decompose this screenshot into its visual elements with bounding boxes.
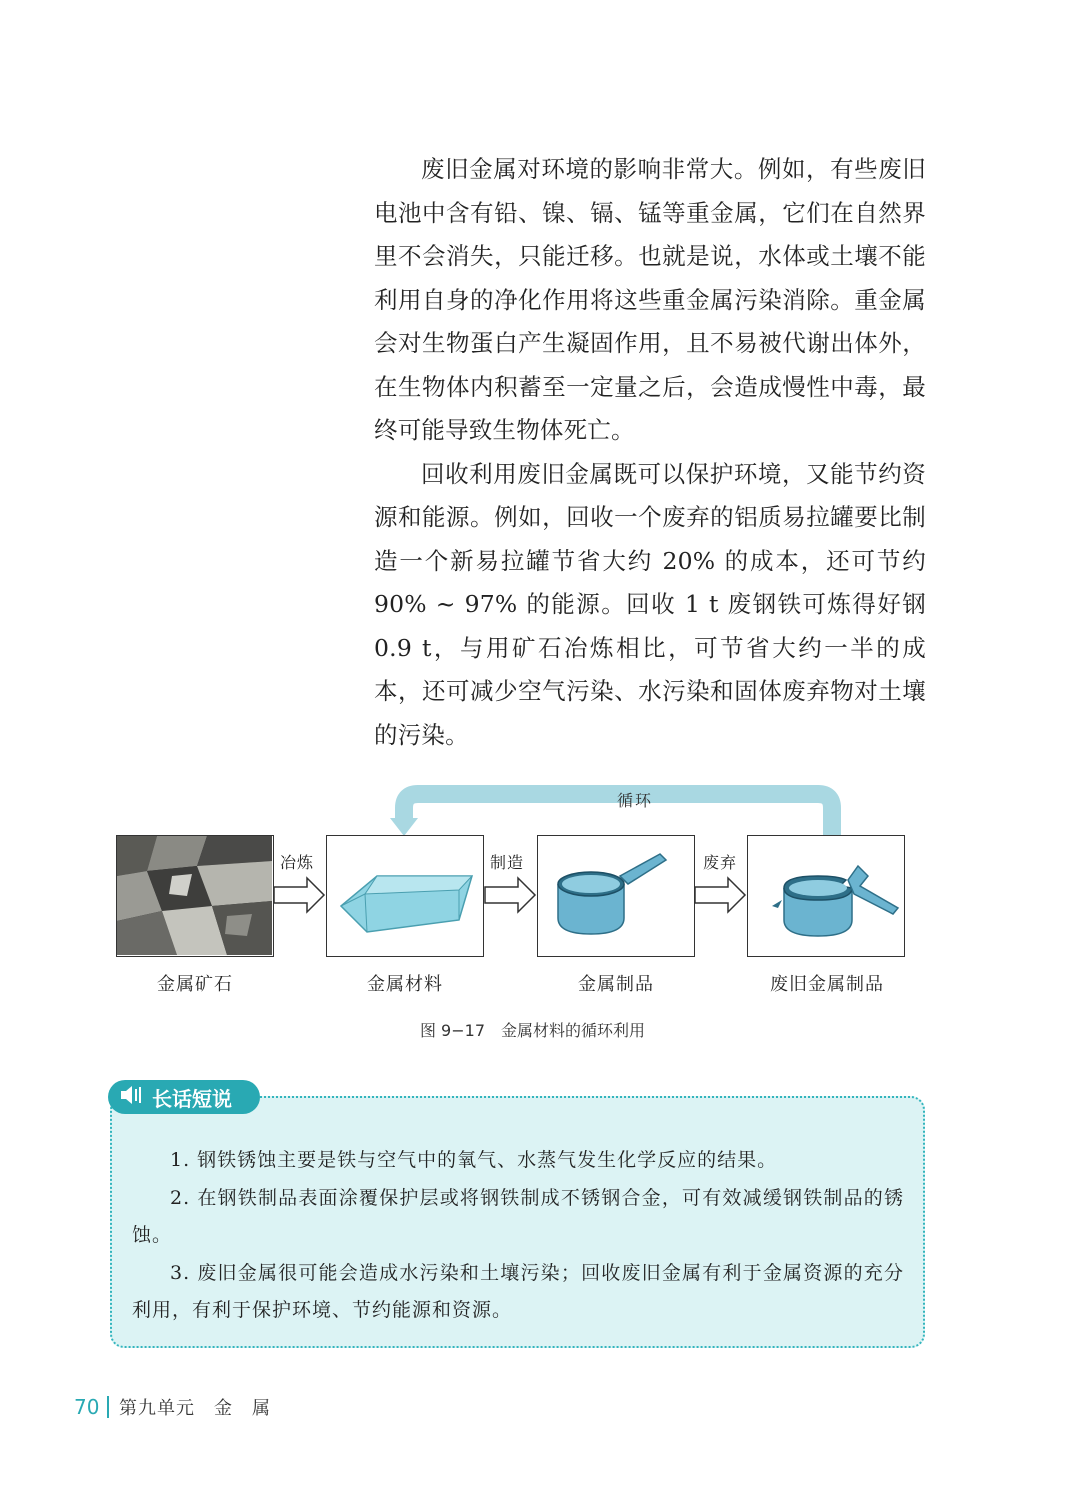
- metal-material-box: [326, 835, 484, 957]
- arrow-right-icon: [483, 875, 538, 915]
- loop-label: 循环: [616, 791, 653, 810]
- ore-rocks-icon: [117, 836, 272, 955]
- summary-tab: [108, 1080, 260, 1114]
- ore-photo: [116, 835, 274, 957]
- label-material: 金属材料: [367, 974, 443, 995]
- summary-item-2: 2. 在钢铁制品表面涂覆保护层或将钢铁制成不锈钢合金，可有效减缓钢铁制品的锈蚀。: [132, 1186, 904, 1246]
- label-product: 金属制品: [578, 974, 654, 995]
- scrap-product-box: [747, 835, 905, 957]
- arrow-label-manufacture: 制造: [490, 853, 525, 872]
- figure-caption: 图 9−17 金属材料的循环利用: [419, 1021, 646, 1040]
- arrow-right-icon: [272, 875, 327, 915]
- page-number: 70: [74, 1395, 100, 1419]
- pot-icon: [538, 836, 693, 955]
- paragraph-1: 废旧金属对环境的影响非常大。例如，有些废旧电池中含有铅、镍、镉、锰等重金属，它们在自然界里不会消失，只能迁移。也就是说，水体或土壤不能利用自身的净化作用将这些重金属污染消除。重金属会对生物蛋白产生凝固作用，且不易被代谢出体外，在生物体内积蓄至一定量之后，会造成慢性中毒，最终可能导致生物体死亡。: [374, 155, 926, 444]
- body-text: [374, 148, 926, 757]
- broken-pot-icon: [748, 836, 903, 955]
- summary-list: [132, 1142, 904, 1330]
- summary-item-3: 3. 废旧金属很可能会造成水污染和土壤污染；回收废旧金属有利于金属资源的充分利用，有利于保护环境、节约能源和资源。: [132, 1261, 904, 1321]
- metal-product-box: [537, 835, 695, 957]
- chapter-title: 第九单元 金 属: [118, 1398, 271, 1419]
- ingot-icon: [327, 836, 482, 955]
- page-footer: [74, 1394, 271, 1420]
- figure-metal-cycle: [0, 780, 1065, 1050]
- summary-title: 长话短说: [152, 1086, 232, 1111]
- label-scrap-product: 废旧金属制品: [770, 974, 884, 995]
- label-ore: 金属矿石: [157, 974, 233, 995]
- paragraph-2: 回收利用废旧金属既可以保护环境，又能节约资源和能源。例如，回收一个废弃的铝质易拉罐要比制造一个新易拉罐节省大约 20% 的成本，还可节约 90% ~ 97% 的能源。回收 1 t 废钢铁可炼得好钢 0.9 t，与用矿石冶炼相比，可节省大约一半的成本，还可减少空气污染、水污染和固体废弃物对土壤的污染。: [374, 459, 926, 749]
- speaker-icon: [120, 1085, 144, 1110]
- footer-divider: [107, 1396, 109, 1418]
- arrow-label-discard: 废弃: [703, 853, 738, 872]
- cycle-arrow-icon: [0, 780, 1065, 840]
- summary-item-1: 1. 钢铁锈蚀主要是铁与空气中的氧气、水蒸气发生化学反应的结果。: [170, 1149, 778, 1171]
- arrow-label-smelt: 冶炼: [280, 853, 315, 872]
- arrow-right-icon: [693, 875, 748, 915]
